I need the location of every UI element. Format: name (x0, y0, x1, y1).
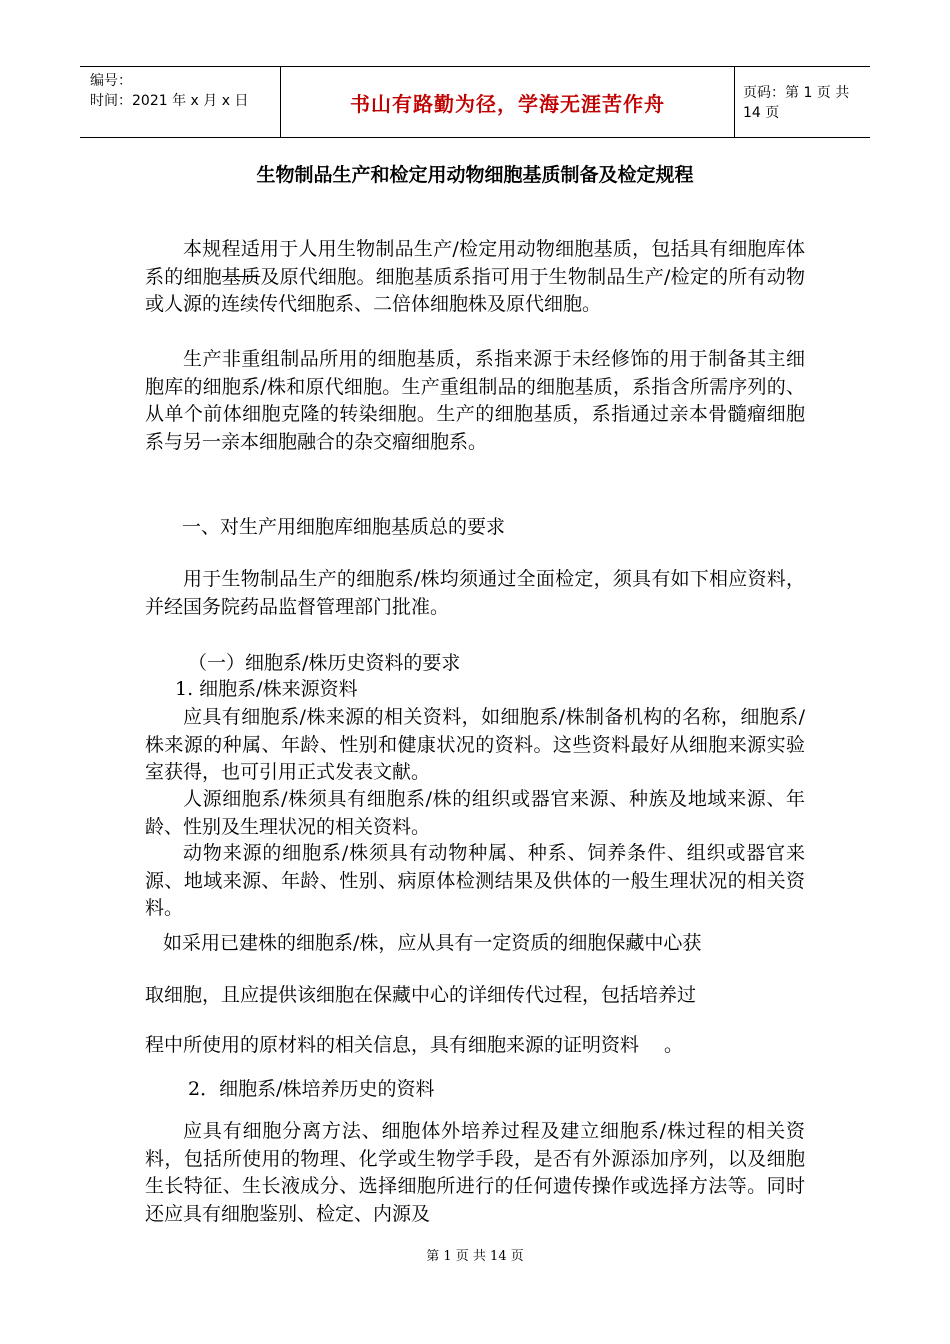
paragraph-source-info: 应具有细胞系/株来源的相关资料，如细胞系/株制备机构的名称，细胞系/株来源的种属、年龄、性别和健康状况的资料。这些资料最好从细胞来源实验室获得，也可引用正式发表文献。 (145, 706, 805, 783)
paragraph-scope (145, 236, 805, 319)
page-footer: 第 1 页 共 14 页 (426, 1249, 524, 1264)
struck-text: 基质 (221, 265, 261, 288)
header-page-info: 页码：第 1 页 共 14 页 (743, 85, 850, 121)
section-heading-1: 一、对生产用细胞库细胞基质总的要求 (182, 516, 506, 538)
serial-label: 编号： (90, 73, 132, 89)
item-heading-source: 1. 细胞系/株来源资料 (175, 678, 358, 700)
header-motto-cell (280, 67, 735, 137)
page-header (80, 66, 870, 138)
paragraph-animal-source: 动物来源的细胞系/株须具有动物种属、种系、饲养条件、组织或器官来源、地域来源、年龄、性别、病原体检测结果及供体的一般生理状况的相关资料。 (145, 842, 805, 919)
paragraph-established-line-3: 程中所使用的原材料的相关信息，具有细胞来源的证明资料 。 (145, 1034, 684, 1056)
item-heading-culture-history: 2．细胞系/株培养历史的资料 (188, 1078, 435, 1100)
paragraph-culture-history: 应具有细胞分离方法、细胞体外培养过程及建立细胞系/株过程的相关资料，包括所使用的物理、化学或生物学手段，是否有外源添加序列，以及细胞生长特征、生长液成分、选择细胞所进行的任何遗传操作或选择方法等。同时还应具有细胞鉴别、检定、内源及 (145, 1120, 805, 1225)
paragraph-human-source: 人源细胞系/株须具有细胞系/株的组织或器官来源、种族及地域来源、年龄、性别及生理状况的相关资料。 (145, 788, 805, 838)
header-meta (80, 67, 280, 137)
paragraph-scope-part-a: 本规程适用于人用生物制品生产/检定用动物细胞基质，包括具有细胞库体系的细胞 (145, 238, 805, 288)
subsection-heading-history: （一）细胞系/株历史资料的要求 (188, 652, 461, 674)
document-title: 生物制品生产和检定用动物细胞基质制备及检定规程 (256, 164, 694, 186)
paragraph-scope-part-b: 及原代细胞。细胞基质系指可用于生物制品生产/检定的所有动物或人源的连续传代细胞系、二倍体细胞株及原代细胞。 (145, 265, 805, 315)
time-label: 时间：2021 年 x 月 x 日 (90, 93, 249, 109)
paragraph-substrate-types: 生产非重组制品所用的细胞基质，系指来源于未经修饰的用于制备其主细胞库的细胞系/株和原代细胞。生产重组制品的细胞基质，系指含所需序列的、从单个前体细胞克隆的转染细胞。生产的细胞基质，系指通过亲本骨髓瘤细胞系与另一亲本细胞融合的杂交瘤细胞系。 (145, 348, 805, 453)
paragraph-established-line-1: 如采用已建株的细胞系/株，应从具有一定资质的细胞保藏中心获 (163, 932, 702, 954)
paragraph-established-line-2: 取细胞，且应提供该细胞在保藏中心的详细传代过程，包括培养过 (145, 984, 697, 1006)
header-motto: 书山有路勤为径，学海无涯苦作舟 (350, 91, 665, 116)
paragraph-approval: 用于生物制品生产的细胞系/株均须通过全面检定，须具有如下相应资料，并经国务院药品监督管理部门批准。 (145, 568, 805, 618)
